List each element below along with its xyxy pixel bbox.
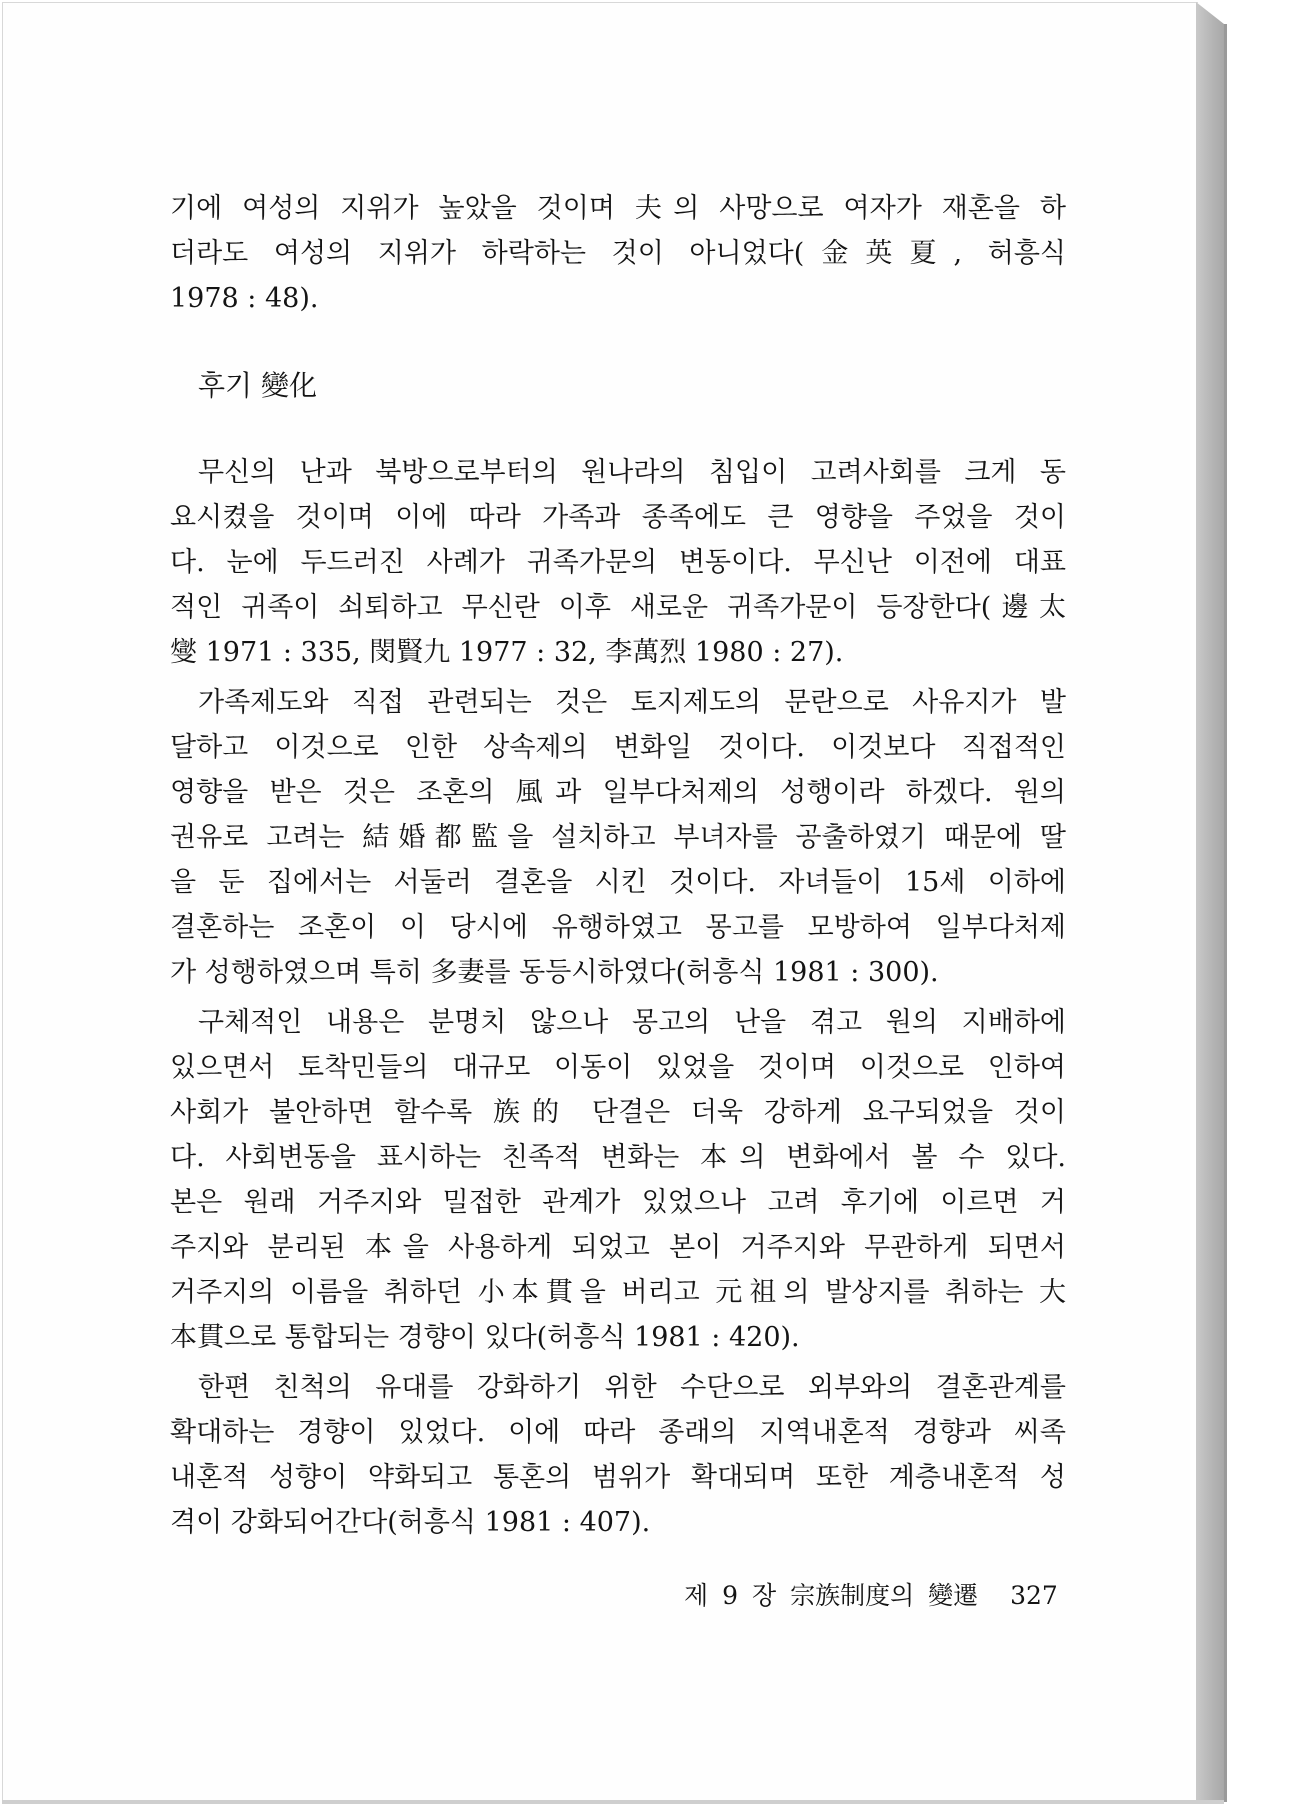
text-line: 거주지의 이름을 취하던 小本貫을 버리고 元祖의 발상지를 취하는 大 (170, 1277, 1066, 1308)
text-line: 本貫으로 통합되는 경향이 있다(허흥식 1981 : 420). (170, 1322, 800, 1353)
text-line: 영향을 받은 것은 조혼의 風과 일부다처제의 성행이라 하겠다. 원의 (170, 777, 1066, 808)
page-number: 327 (1010, 1581, 1058, 1610)
text-line: 기에 여성의 지위가 높았을 것이며 夫의 사망으로 여자가 재혼을 하 (170, 193, 1066, 224)
text-line: 결혼하는 조혼이 이 당시에 유행하였고 몽고를 모방하여 일부다처제 (170, 912, 1066, 943)
text-line: 권유로 고려는 結婚都監을 설치하고 부녀자를 공출하였기 때문에 딸 (170, 822, 1066, 853)
text-line: 확대하는 경향이 있었다. 이에 따라 종래의 지역내혼적 경향과 씨족 (170, 1417, 1066, 1448)
top-paragraph (170, 186, 1066, 321)
paragraph-4 (170, 1365, 1066, 1545)
chapter-title: 宗族制度의 變遷 (790, 1581, 979, 1610)
text-line: 있으면서 토착민들의 대규모 이동이 있었을 것이며 이것으로 인하여 (170, 1052, 1066, 1083)
page-footer (684, 1578, 1058, 1614)
paragraph-1 (170, 450, 1066, 675)
text-line: 더라도 여성의 지위가 하락하는 것이 아니었다(金英夏, 허흥식 (170, 238, 1066, 269)
book-page-bottom-shade (2, 1800, 1224, 1804)
text-line: 격이 강화되어간다(허흥식 1981 : 407). (170, 1507, 651, 1538)
text-line: 적인 귀족이 쇠퇴하고 무신란 이후 새로운 귀족가문이 등장한다(邊太 (170, 592, 1066, 623)
text-line: 한편 친척의 유대를 강화하기 위한 수단으로 외부와의 결혼관계를 (198, 1372, 1066, 1403)
text-line: 을 둔 집에서는 서둘러 결혼을 시킨 것이다. 자녀들이 15세 이하에 (170, 867, 1066, 898)
text-line: 주지와 분리된 本을 사용하게 되었고 본이 거주지와 무관하게 되면서 (170, 1232, 1066, 1263)
text-line: 다. 사회변동을 표시하는 친족적 변화는 本의 변화에서 볼 수 있다. (170, 1142, 1066, 1173)
section-heading: 후기 變化 (198, 369, 317, 402)
paragraph-3 (170, 1000, 1066, 1360)
paragraph-2 (170, 680, 1066, 995)
chapter-label: 제 9 장 (684, 1581, 777, 1610)
text-line: 무신의 난과 북방으로부터의 원나라의 침입이 고려사회를 크게 동 (198, 457, 1066, 488)
text-line: 가족제도와 직접 관련되는 것은 토지제도의 문란으로 사유지가 발 (198, 687, 1066, 718)
text-line: 다. 눈에 두드러진 사례가 귀족가문의 변동이다. 무신난 이전에 대표 (170, 547, 1066, 578)
text-line: 달하고 이것으로 인한 상속제의 변화일 것이다. 이것보다 직접적인 (170, 732, 1066, 763)
book-page-edge (1196, 2, 1224, 1802)
text-line: 가 성행하였으며 특히 多妻를 동등시하였다(허흥식 1981 : 300). (170, 957, 939, 988)
text-line: 본은 원래 거주지와 밀접한 관계가 있었으나 고려 후기에 이르면 거 (170, 1187, 1066, 1218)
text-line: 구체적인 내용은 분명치 않으나 몽고의 난을 겪고 원의 지배하에 (198, 1007, 1066, 1038)
text-line: 내혼적 성향이 약화되고 통혼의 범위가 확대되며 또한 계층내혼적 성 (170, 1462, 1066, 1493)
text-line: 燮 1971 : 335, 閔賢九 1977 : 32, 李萬烈 1980 : 27). (170, 637, 844, 668)
text-line: 1978 : 48). (170, 283, 319, 314)
text-line: 사회가 불안하면 할수록 族的 단결은 더욱 강하게 요구되었을 것이 (170, 1097, 1066, 1128)
text-line: 요시켰을 것이며 이에 따라 가족과 종족에도 큰 영향을 주었을 것이 (170, 502, 1066, 533)
book-page-edge-shadow (1224, 24, 1227, 1802)
